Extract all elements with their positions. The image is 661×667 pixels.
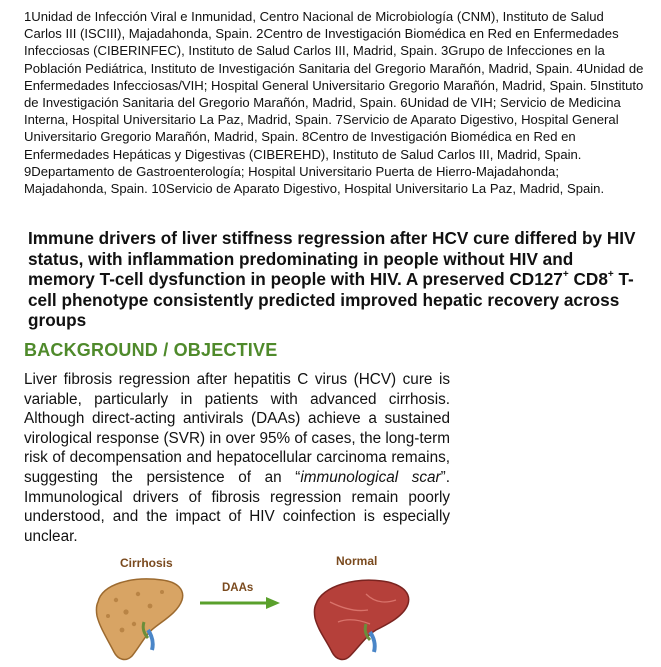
body-text-after: ”. Immunological drivers of fibrosis regression remain poorly understood, and the impact of HIV coinfection is especially unclear. <box>24 468 450 545</box>
normal-liver-illustration <box>308 572 413 664</box>
normal-label: Normal <box>336 554 378 568</box>
headline-superscript-2: + <box>607 269 614 281</box>
headline-part-2: CD8 <box>568 269 608 290</box>
cirrhosis-label: Cirrhosis <box>120 556 173 570</box>
section-title: BACKGROUND / OBJECTIVE <box>24 340 278 360</box>
liver-figure <box>90 552 420 664</box>
headline-superscript-1: + <box>562 269 569 281</box>
body-paragraph <box>24 370 450 546</box>
arrow-label: DAAs <box>222 582 254 594</box>
cirrhotic-liver-illustration <box>92 572 187 664</box>
body-text-before: Liver fibrosis regression after hepatitis C virus (HCV) cure is variable, particularly in patients with advanced cirrhosis. Although direct-acting antivirals (DAAs) achieve a sustained virological response (SVR) in over 95% of cases, the long-term risk of decompensation and hepatocellular carcinoma remains, suggesting the persistence of an “ <box>24 371 450 486</box>
treatment-arrow <box>200 596 280 610</box>
body-italic-term: immunological scar <box>300 468 441 486</box>
headline <box>28 228 643 331</box>
affiliations-text: 1Unidad de Infección Viral e Inmunidad, Centro Nacional de Microbiología (CNM), Instituto de Salud Carlos III (ISCIII), Majadahonda, Spain. 2Centro de Investigación Biomédica en Red en Enfermedades Infecciosas (CIBERINFEC), Instituto de Salud Carlos III, Madrid, Spain. 3Grupo de Infecciones en la Población Pediátrica, Instituto de Investigación Sanitaria del Gregorio Marañón, Madrid, Spain. 4Unidad de Enfermedades Infecciosas/VIH; Hospital General Universitario Gregorio Marañón, Madrid, Spain. 5Instituto de Investigación Sanitaria del Gregorio Marañón, Madrid, Spain. 6Unidad de VIH; Servicio de Medicina Interna, Hospital Universitario La Paz, Madrid, Spain. 7Servicio de Aparato Digestivo, Hospital General Universitario Gregorio Marañón, Madrid, Spain. 8Centro de Investigación Biomédica en Red en Enfermedades Hepáticas y Digestivas (CIBEREHD), Instituto de Salud Carlos III, Madrid, Spain. 9Departamento de Gastroenterología; Hospital Universitario Puerta de Hierro-Majadahonda; Majadahonda, Spain. 10Servicio de Aparato Digestivo, Hospital Universitario La Paz, Madrid, Spain. <box>24 9 644 197</box>
headline-part-1: Immune drivers of liver stiffness regression after HCV cure differed by HIV status, with inflammation predominating in people without HIV and memory T-cell dysfunction in people with HIV. A preserved CD127 <box>28 228 636 290</box>
headline-part-3: T-cell phenotype consistently predicted improved hepatic recovery across groups <box>28 269 634 331</box>
